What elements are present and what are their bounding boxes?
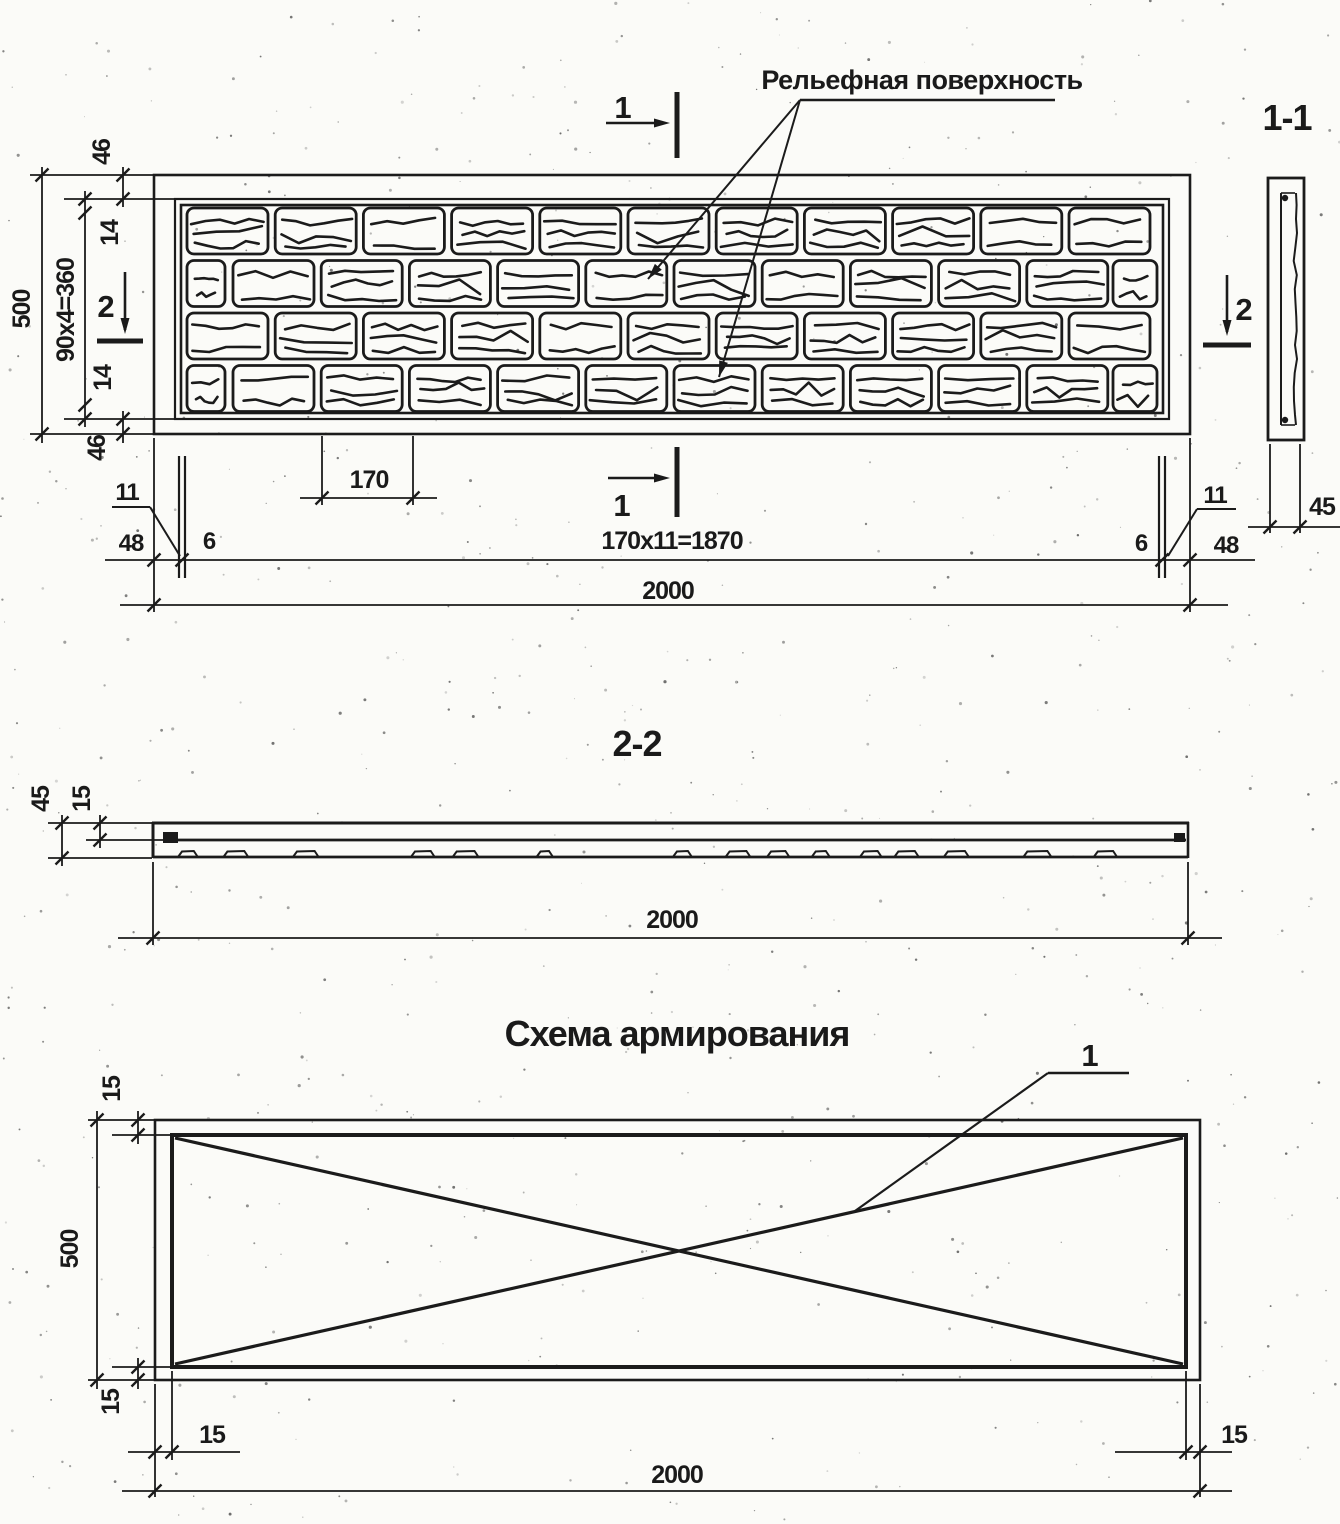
cut-mark-2-right: [1203, 275, 1253, 345]
rib-end-left: [163, 832, 178, 843]
dim-tile-rows: 90x4=360: [52, 258, 80, 362]
dim-margin-top: 46: [88, 139, 116, 165]
dim-cover-right: 15: [1221, 1421, 1247, 1449]
dim-thickness-1-1: 45: [1309, 493, 1335, 521]
dim-total-width: 2000: [642, 577, 694, 605]
rebar-end-top: [1282, 195, 1288, 201]
relief-block: [187, 261, 225, 307]
dim-margin-bottom: 46: [83, 435, 111, 461]
relief-block: [981, 208, 1062, 254]
relief-block: [1113, 261, 1157, 307]
relief-block: [1069, 313, 1150, 359]
relief-block: [674, 261, 755, 307]
front-view-dims-bottom: [105, 436, 1255, 612]
cut-1-label-top: 1: [614, 90, 632, 125]
cut-2-label-left: 2: [97, 289, 115, 324]
dim-offset-left: 48: [118, 530, 144, 557]
dim-border-bottom: 14: [89, 365, 117, 391]
dim-tile-width: 170: [349, 466, 389, 494]
cut-mark-1-bottom: [608, 447, 677, 523]
cut-mark-2-left: [97, 272, 143, 341]
dim-thickness-2-2: 45: [27, 786, 55, 812]
dim-bar-dia-left: 6: [202, 528, 216, 555]
relief-edge: [1294, 193, 1297, 425]
rebar-scheme-title: Схема армирования: [504, 1013, 850, 1054]
dim-scheme-height: 500: [56, 1229, 84, 1269]
section-2-2-dims: [27, 785, 1222, 945]
rebar-scheme: [56, 1013, 1248, 1497]
relief-block: [187, 366, 225, 412]
dim-cover-top: 15: [98, 1076, 126, 1102]
dim-tile-run: 170x11=1870: [601, 527, 743, 555]
rebar-scheme-dims: [56, 1075, 1248, 1497]
dim-offset-right: 48: [1213, 532, 1239, 559]
dim-border-top: 14: [96, 220, 124, 246]
dim-cover-bottom: 15: [97, 1389, 125, 1415]
front-view: [8, 65, 1255, 612]
panel-outline: [154, 175, 1190, 434]
dim-rib-depth: 15: [68, 786, 96, 812]
section-2-2-title: 2-2: [612, 723, 662, 764]
relief-blocks: [187, 208, 1157, 412]
dim-bar-len-left: 11: [115, 479, 139, 506]
rebar-end-bottom: [1282, 417, 1288, 423]
relief-block: [540, 313, 621, 359]
dim-total-height: 500: [8, 289, 36, 329]
relief-block: [850, 366, 931, 412]
cut-1-label-bottom: 1: [613, 488, 631, 523]
section-1-1: [1248, 97, 1340, 533]
dim-cover-left: 15: [199, 1421, 225, 1449]
section-2-2: [27, 723, 1222, 945]
section-1-1-dims: [1248, 444, 1340, 533]
cut-2-label-right: 2: [1235, 292, 1253, 327]
dim-bar-dia-right: 6: [1134, 530, 1148, 557]
section-1-1-title: 1-1: [1262, 97, 1312, 138]
dim-length-2-2: 2000: [646, 906, 698, 934]
section-1-1-outline: [1268, 178, 1304, 440]
arrowheads: [121, 119, 1232, 483]
position-1-label: 1: [1081, 1038, 1099, 1073]
dim-scheme-length: 2000: [651, 1461, 703, 1489]
dim-bar-len-right: 11: [1203, 482, 1227, 509]
relief-surface-label: Рельефная поверхность: [761, 65, 1083, 95]
relief-block: [498, 261, 579, 307]
position-1-callout: [855, 1038, 1129, 1211]
rib-end-right: [1174, 833, 1185, 842]
